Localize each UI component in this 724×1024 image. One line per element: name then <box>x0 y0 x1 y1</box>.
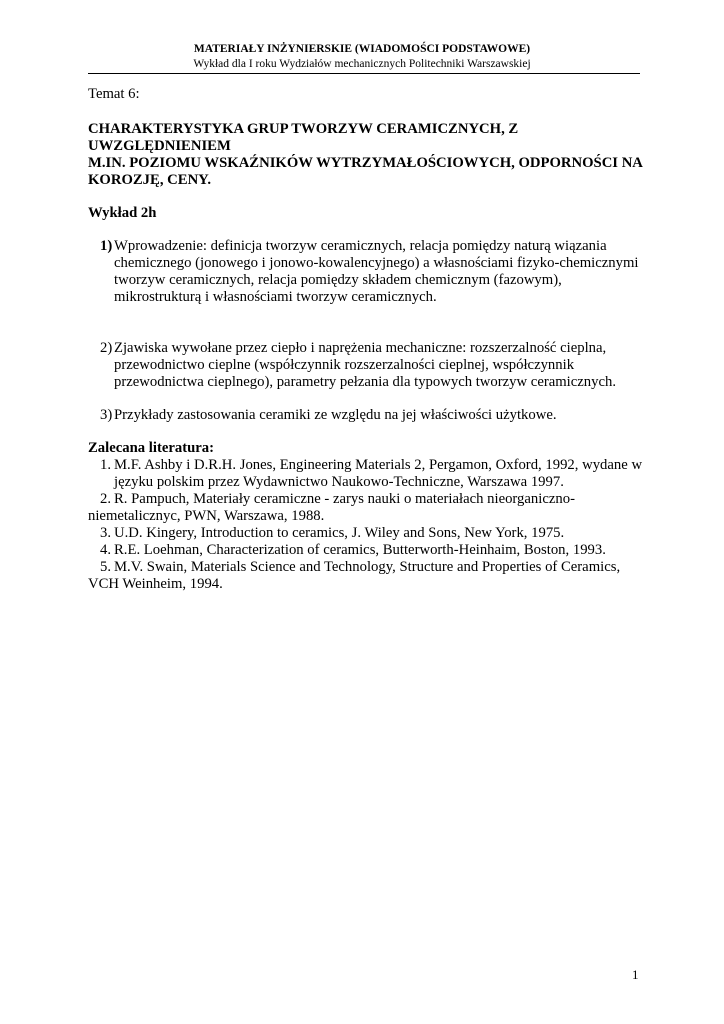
reference-text-continued: niemetalicznyc, PWN, Warszawa, 1988. <box>88 508 325 524</box>
header-rule <box>88 73 640 74</box>
reference-number: 2. <box>100 491 112 507</box>
reference-text: U.D. Kingery, Introduction to ceramics, J. Wiley and Sons, New York, 1975. <box>114 525 565 541</box>
point-line: przewodnictwo cieplne (współczynnik rozszerzalności cieplnej, współczynnik <box>114 357 575 373</box>
point-line: przewodnictwa cieplnego), parametry pełzania dla typowych tworzyw ceramicznych. <box>114 374 617 390</box>
reference-text-continued: języku polskim przez Wydawnictwo Naukowo-Techniczne, Warszawa 1997. <box>114 474 564 490</box>
reference-item <box>88 491 648 525</box>
reference-text: R.E. Loehman, Characterization of ceramics, Butterworth-Heinhaim, Boston, 1993. <box>114 542 606 558</box>
reference-text: R. Pampuch, Materiały ceramiczne - zarys nauki o materiałach nieorganiczno- <box>114 491 575 507</box>
reference-text-continued: VCH Weinheim, 1994. <box>88 576 223 592</box>
point-line: chemicznego (jonowego i jonowo-kowalencyjnego) a własnościami fizyko-chemicznymi <box>114 255 639 271</box>
literature-heading: Zalecana literatura: <box>88 440 215 456</box>
point-line: tworzyw ceramicznych, relacja pomiędzy składem chemicznym (fazowym), <box>114 272 562 288</box>
outline-point <box>88 407 648 424</box>
reference-number: 5. <box>100 559 112 575</box>
topic-label: Temat 6: <box>88 86 140 102</box>
page-header <box>0 42 724 72</box>
lecture-duration: Wykład 2h <box>88 205 157 221</box>
header-subtitle: Wykład dla I roku Wydziałów mechanicznych Politechniki Warszawskiej <box>193 58 531 70</box>
point-number: 2) <box>100 340 113 356</box>
document-body <box>88 86 648 593</box>
reference-text: M.F. Ashby i D.R.H. Jones, Engineering Materials 2, Pergamon, Oxford, 1992, wydane w <box>114 457 643 473</box>
title-line: CHARAKTERYSTYKA GRUP TWORZYW CERAMICZNYCH, Z UWZGLĘDNIENIEM <box>88 121 519 154</box>
document-title <box>88 121 648 189</box>
reference-item <box>88 525 648 542</box>
reference-number: 3. <box>100 525 112 541</box>
reference-item <box>88 542 648 559</box>
outline-point <box>88 340 648 391</box>
point-line: mikrostrukturą i własnościami tworzyw ceramicznych. <box>114 289 437 305</box>
header-title: MATERIAŁY INŻYNIERSKIE (WIADOMOŚCI PODSTAWOWE) <box>193 43 531 55</box>
outline-point <box>88 238 648 306</box>
page-number: 1 <box>632 967 639 982</box>
point-number: 3) <box>100 407 113 423</box>
reference-item <box>88 457 648 491</box>
title-line: M.IN. POZIOMU WSKAŹNIKÓW WYTRZYMAŁOŚCIOWYCH, ODPORNOŚCI NA <box>88 155 643 171</box>
reference-text: M.V. Swain, Materials Science and Technology, Structure and Properties of Ceramics, <box>114 559 621 575</box>
reference-number: 1. <box>100 457 112 473</box>
point-line: Zjawiska wywołane przez ciepło i naprężenia mechaniczne: rozszerzalność cieplna, <box>114 340 607 356</box>
point-line: Wprowadzenie: definicja tworzyw ceramicznych, relacja pomiędzy naturą wiązania <box>114 238 607 254</box>
title-line: KOROZJĘ, CENY. <box>88 172 212 188</box>
point-line: Przykłady zastosowania ceramiki ze względu na jej właściwości użytkowe. <box>114 407 557 423</box>
reference-number: 4. <box>100 542 112 558</box>
reference-item <box>88 559 648 593</box>
point-number: 1) <box>100 238 113 254</box>
